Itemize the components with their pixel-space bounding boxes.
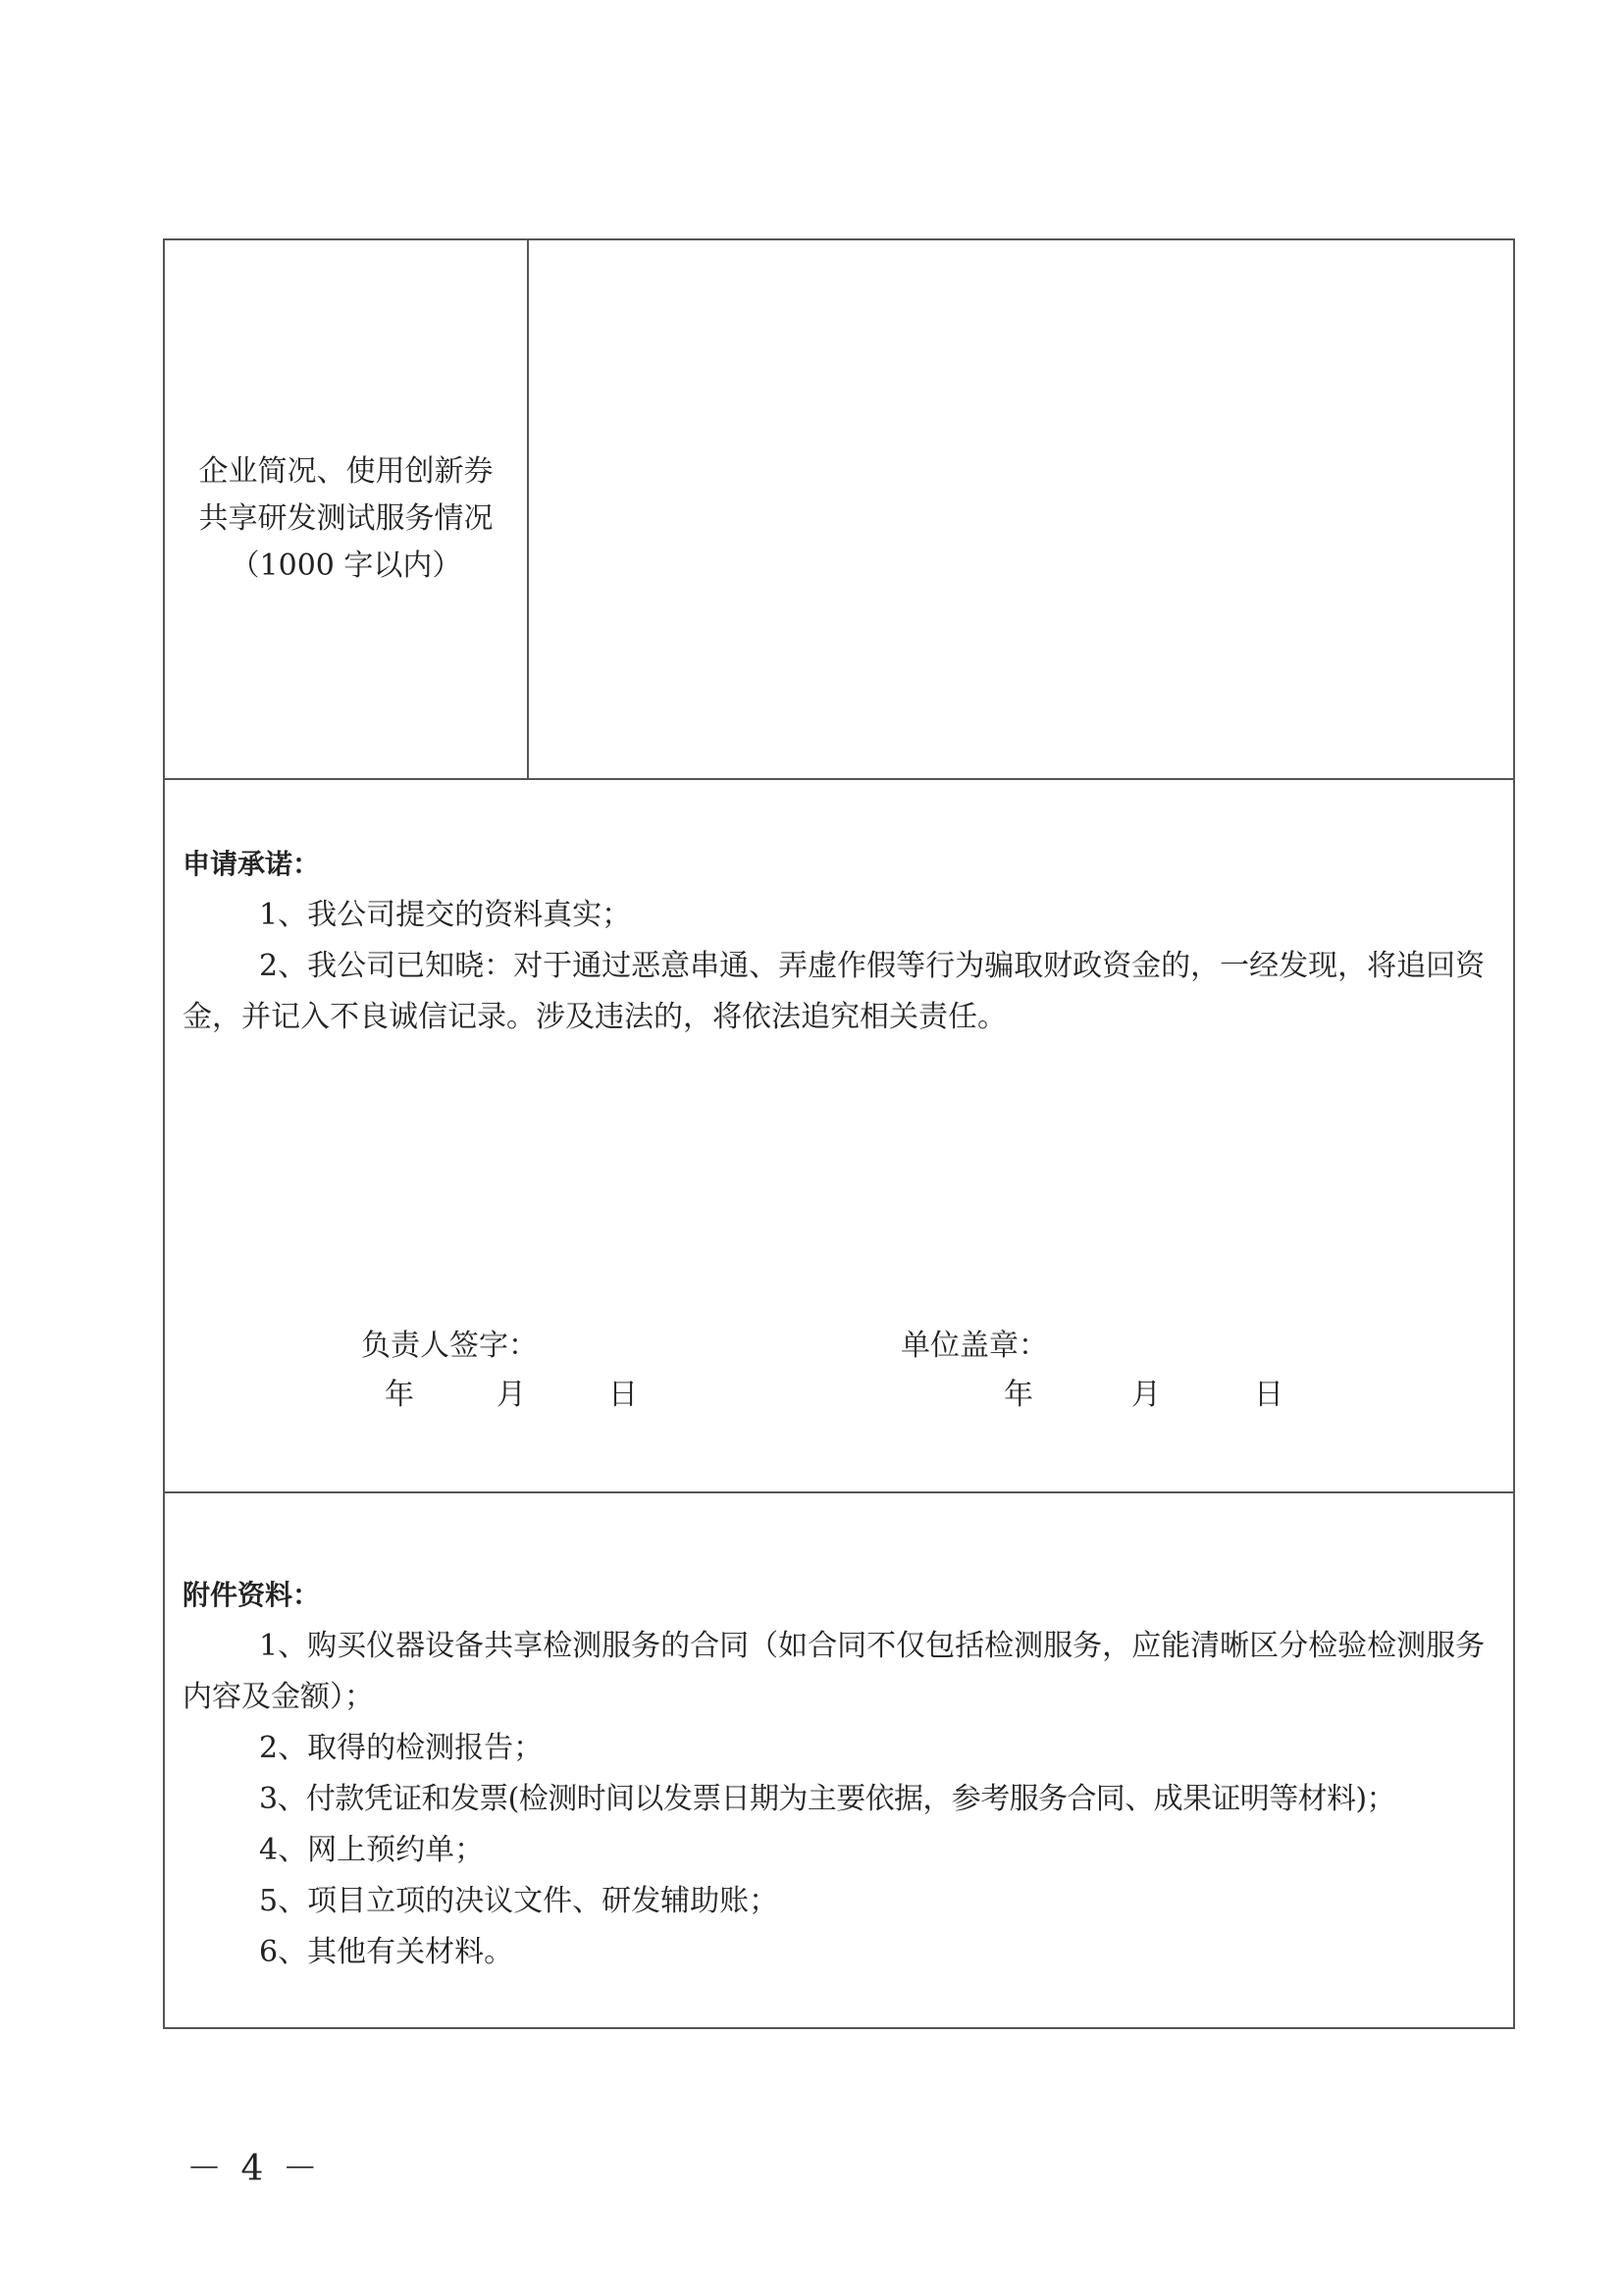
commitment-heading: 申请承诺： — [183, 848, 321, 880]
attachments-section — [163, 1491, 1515, 2029]
attachment-item-4: 4、网上预约单； — [259, 1833, 485, 1867]
label-line-1: 企业简况、使用创新券 — [198, 454, 494, 489]
commitment-item-1: 1、我公司提交的资料真实； — [259, 898, 632, 932]
attachment-item-6: 6、其他有关材料。 — [259, 1935, 514, 1969]
application-form — [163, 238, 1515, 2029]
label-line-3: （1000 字以内） — [230, 548, 462, 583]
seal-date-month: 月 — [1131, 1378, 1161, 1412]
attachment-item-2: 2、取得的检测报告； — [259, 1731, 544, 1765]
company-overview-section — [163, 238, 1515, 780]
attachment-item-3: 3、付款凭证和发票(检测时间以发票日期为主要依据，参考服务合同、成果证明等材料)； — [259, 1782, 1395, 1816]
attachment-item-5: 5、项目立项的决议文件、研发辅助账； — [259, 1884, 779, 1918]
company-overview-content-area[interactable] — [529, 240, 1513, 778]
signature-label: 负责人签字： — [361, 1329, 538, 1363]
attachments-heading: 附件资料： — [183, 1579, 321, 1611]
seal-date-day: 日 — [1254, 1378, 1283, 1412]
seal-label: 单位盖章： — [901, 1329, 1048, 1363]
commitment-item-2: 2、我公司已知晓：对于通过恶意串通、弄虚作假等行为骗取财政资金的，一经发现，将追回资金，并记入不良诚信记录。涉及违法的，将依法追究相关责任。 — [183, 949, 1486, 1034]
signature-date-day: 日 — [608, 1378, 638, 1412]
page-number: － 4 － — [186, 2149, 322, 2189]
company-overview-label — [165, 240, 529, 778]
signature-date-month: 月 — [497, 1378, 526, 1412]
signature-date-year: 年 — [385, 1378, 414, 1412]
commitment-section — [163, 778, 1515, 1493]
label-line-2: 共享研发测试服务情况 — [198, 501, 494, 536]
seal-date-year: 年 — [1004, 1378, 1033, 1412]
attachment-item-1: 1、购买仪器设备共享检测服务的合同（如合同不仅包括检测服务，应能清晰区分检验检测服务内容及金额）； — [183, 1629, 1486, 1714]
